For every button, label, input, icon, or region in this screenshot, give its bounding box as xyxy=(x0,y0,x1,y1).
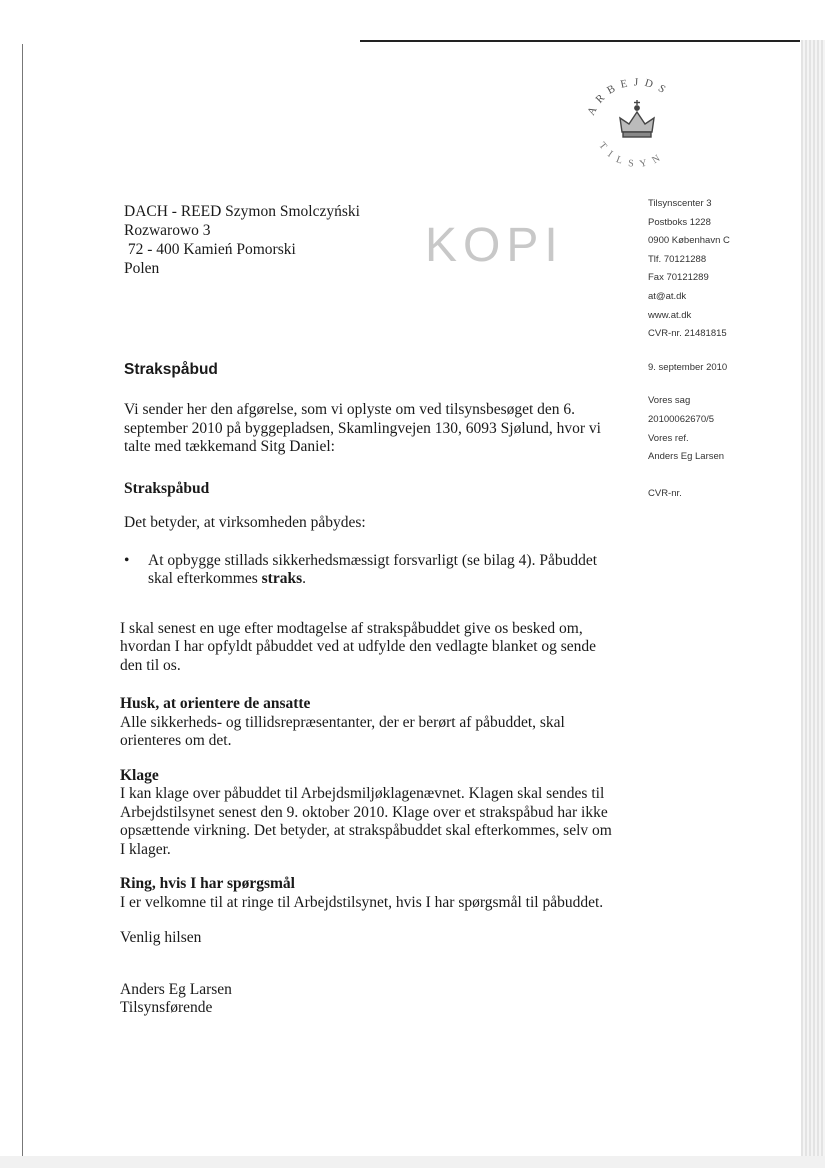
sender-info xyxy=(648,195,778,503)
recipient-company: DACH - REED Szymon Smolczyński xyxy=(124,203,360,220)
ref-name: Anders Eg Larsen xyxy=(648,451,725,463)
recipient-cvr-label: CVR-nr. xyxy=(648,487,682,499)
means-paragraph: Det betyder, at virksomheden påbydes: xyxy=(124,514,366,531)
sender-web: www.at.dk xyxy=(648,309,692,321)
sender-phone: Tlf. 70121288 xyxy=(648,253,707,265)
greeting: Venlig hilsen xyxy=(120,929,202,946)
logo-text-bottom: TILSYN xyxy=(596,140,669,171)
logo-text-top: ARBEJDS xyxy=(585,76,673,118)
sender-address: Tilsynscenter 3 xyxy=(648,198,712,209)
scan-edge-left xyxy=(22,44,23,1164)
recipient-street: Rozwarowo 3 xyxy=(124,222,211,239)
recipient-country: Polen xyxy=(124,260,160,277)
order-deadline: straks xyxy=(261,570,303,587)
deadline-paragraph: I skal senest en uge efter modtagelse af strakspåbuddet give os besked om, hvordan I har opfyldt påbuddet ved at udfylde den vedlagte blanket og sende den til os. xyxy=(120,619,597,674)
copy-stamp: KOPI xyxy=(425,219,564,272)
order-bullet: • At opbygge stillads sikkerhedsmæssigt forsvarligt (se bilag 4). Påbuddet skal efterkommes straks. xyxy=(124,551,598,587)
ref-label: Vores ref. xyxy=(648,432,689,444)
sender-cvr: CVR-nr. 21481815 xyxy=(648,328,727,340)
inform-heading: Husk, at orientere de ansatte xyxy=(120,695,311,712)
scan-edge-top xyxy=(360,40,800,42)
appeal-heading: Klage xyxy=(120,766,159,784)
call-paragraph: I er velkomne til at ringe til Arbejdstilsynet, hvis I har spørgsmål til påbuddet. xyxy=(120,893,604,911)
arbejdstilsynet-logo xyxy=(578,74,696,174)
letter-title: Strakspåbud xyxy=(124,361,218,378)
signer-name: Anders Eg Larsen xyxy=(120,980,232,998)
signer-title: Tilsynsførende xyxy=(120,999,213,1016)
sender-fax: Fax 70121289 xyxy=(648,272,709,284)
case-number: 20100062670/5 xyxy=(648,413,715,425)
crown-icon xyxy=(620,100,654,137)
recipient-address xyxy=(124,202,360,278)
case-label: Vores sag xyxy=(648,395,691,407)
recipient-city: 72 - 400 Kamień Pomorski xyxy=(124,241,296,258)
letter-body xyxy=(120,401,620,1018)
sender-city: 0900 København C xyxy=(648,235,730,247)
appeal-paragraph: I kan klage over påbuddet til Arbejdsmiljøklagenævnet. Klagen skal sendes til Arbejdstilsynet senest den 9. oktober 2010. Klage over et strakspåbud har ikke opsættende virkning. Det betyder, at strakspåbuddet skal efterkommes, selv om I klager. xyxy=(120,785,612,858)
intro-paragraph: Vi sender her den afgørelse, som vi oplyste om ved tilsynsbesøget den 6. september 2010 på byggepladsen, Skamlingvejen 130, 6093 Sjølund, hvor vi talte med tækkemand Sitg Daniel: xyxy=(124,401,601,455)
sender-postbox: Postboks 1228 xyxy=(648,216,711,228)
bullet-icon: • xyxy=(124,551,130,569)
scan-margin-right xyxy=(801,40,825,1168)
letter-date: 9. september 2010 xyxy=(648,361,728,373)
sender-email: at@at.dk xyxy=(648,290,687,302)
order-subtitle: Strakspåbud xyxy=(124,479,210,497)
svg-text:TILSYN xyxy=(596,140,668,170)
call-heading: Ring, hvis I har spørgsmål xyxy=(120,875,295,892)
inform-paragraph: Alle sikkerheds- og tillidsrepræsentanter, der er berørt af påbuddet, skal orienteres om det. xyxy=(120,713,565,749)
svg-text:ARBEJDS xyxy=(585,76,672,117)
scan-margin-bottom xyxy=(0,1156,825,1168)
